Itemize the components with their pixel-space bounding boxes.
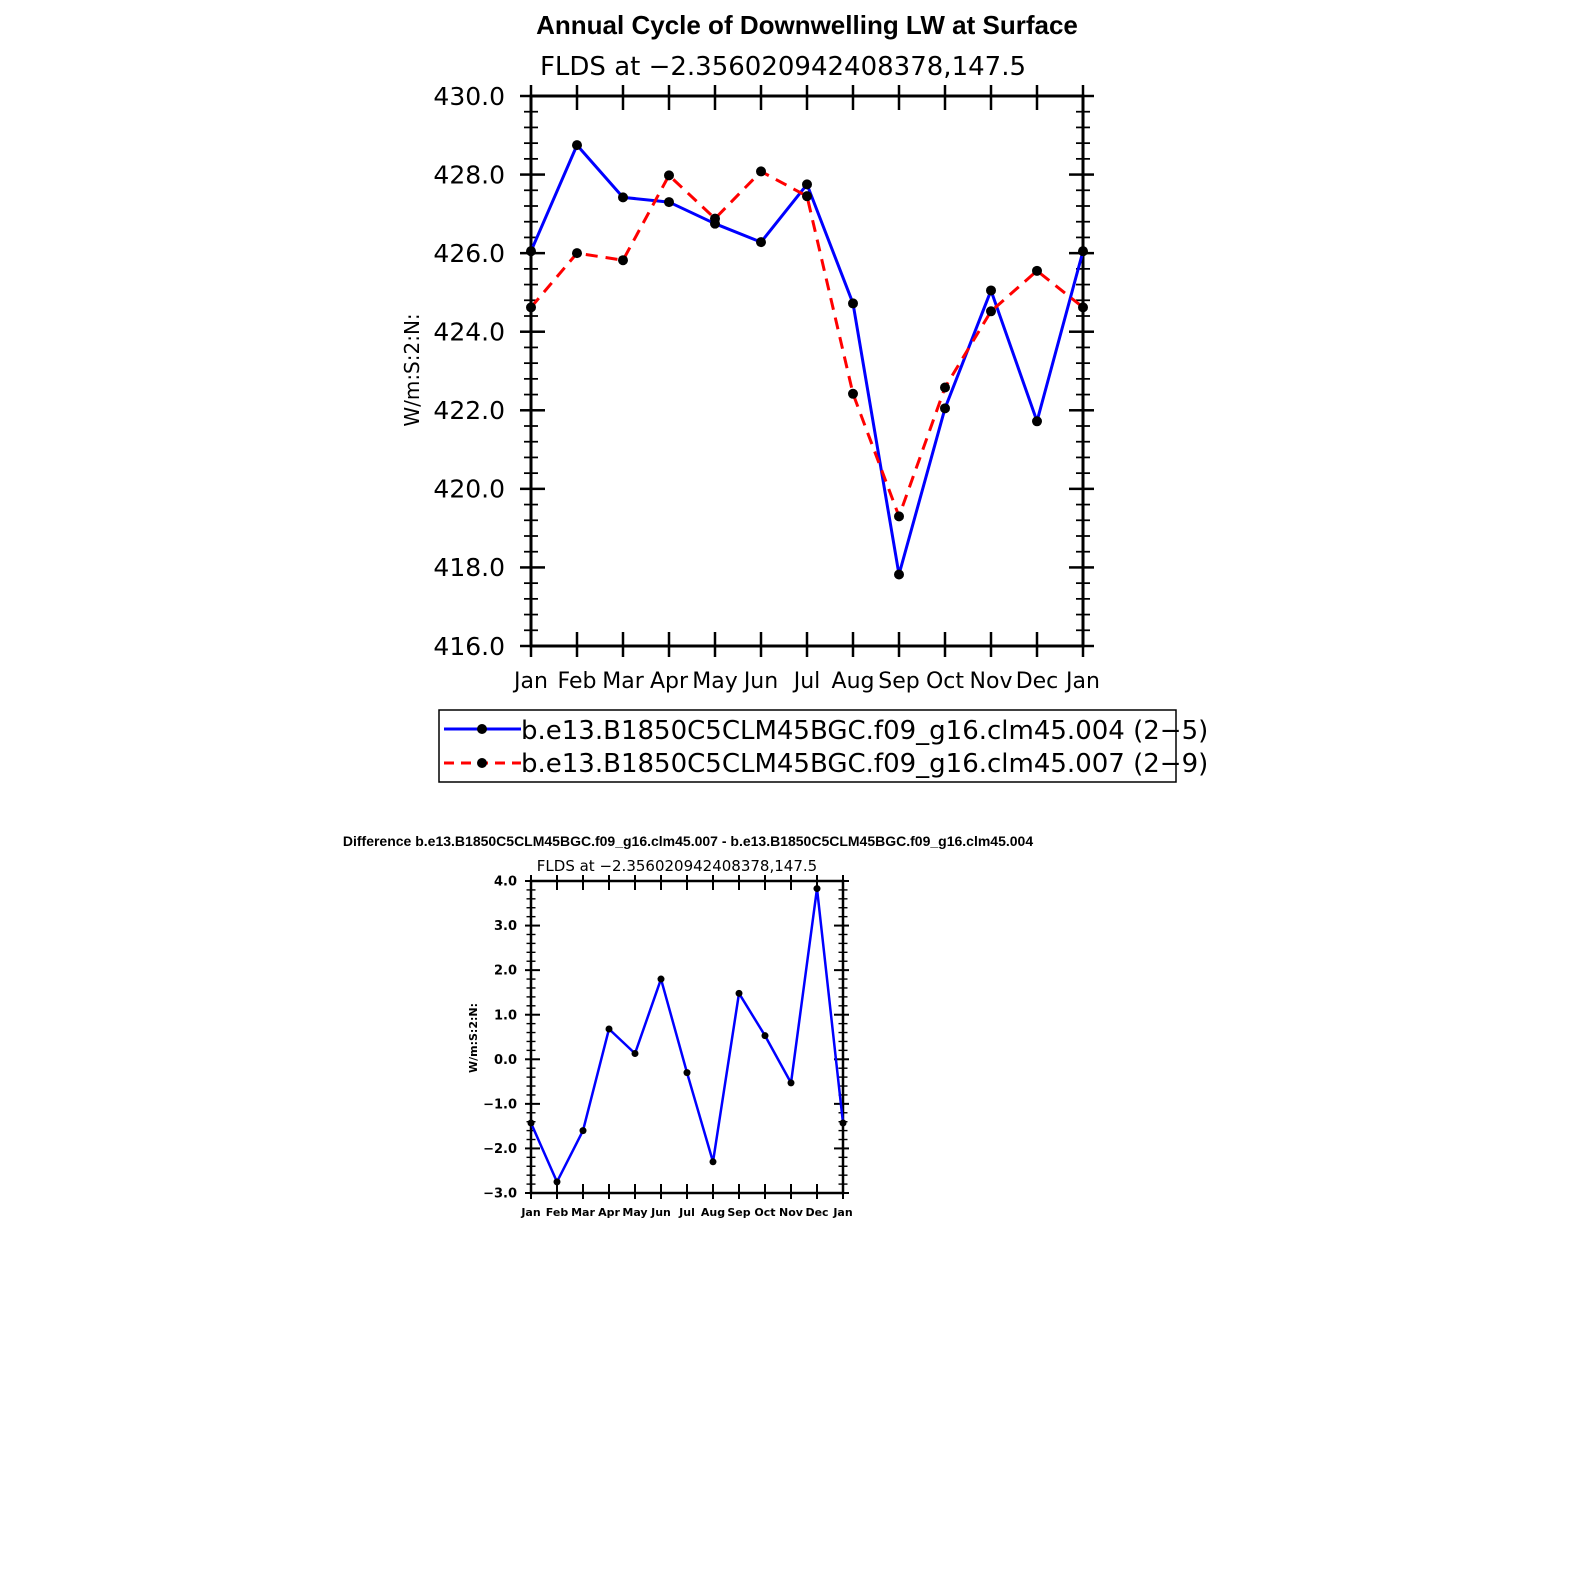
x-tick-label: May xyxy=(692,669,738,694)
series-0-point xyxy=(762,1032,769,1039)
series-1-point xyxy=(710,214,720,224)
series-0-point xyxy=(736,990,743,997)
y-tick-label: 424.0 xyxy=(433,317,505,347)
series-0-point xyxy=(788,1079,795,1086)
x-tick-label: Mar xyxy=(571,1206,595,1219)
x-tick-label: Jun xyxy=(743,669,779,694)
y-tick-label: 2.0 xyxy=(493,963,517,979)
series-1-point xyxy=(1078,302,1088,312)
series-1-point xyxy=(894,511,904,521)
x-tick-label: Jan xyxy=(1066,669,1100,694)
diff-chart-subtitle: FLDS at −2.356020942408378,147.5 xyxy=(536,857,818,875)
series-line-1 xyxy=(531,171,1083,516)
x-tick-label: Sep xyxy=(878,669,920,694)
diff-chart-title: Difference b.e13.B1850C5CLM45BGC.f09_g16.clm45.007 - b.e13.B1850C5CLM45BGC.f09_g16.clm45.004 xyxy=(342,833,1034,849)
difference-chart xyxy=(343,833,1033,1219)
series-1-point xyxy=(618,255,628,265)
x-tick-label: Oct xyxy=(925,669,965,694)
legend-marker-007 xyxy=(477,758,487,768)
series-1-point xyxy=(526,302,536,312)
series-1-point xyxy=(756,166,766,176)
series-0-point xyxy=(580,1127,587,1134)
y-tick-label: 0.0 xyxy=(493,1052,517,1068)
series-0-point xyxy=(802,179,812,189)
series-1-point xyxy=(848,389,858,399)
series-0-point xyxy=(606,1025,613,1032)
y-tick-label: 416.0 xyxy=(433,631,505,661)
series-0-point xyxy=(756,237,766,247)
y-tick-label: 1.0 xyxy=(493,1008,517,1024)
x-tick-label: Apr xyxy=(649,669,689,694)
y-tick-label: 4.0 xyxy=(493,874,517,890)
y-tick-label: 3.0 xyxy=(493,919,517,935)
series-0-point xyxy=(664,197,674,207)
series-0-point xyxy=(1032,416,1042,426)
series-0-point xyxy=(632,1050,639,1057)
main-y-axis-label: W/m:S:2:N: xyxy=(400,313,424,427)
series-0-point xyxy=(840,1120,847,1127)
series-0-point xyxy=(528,1120,535,1127)
series-1-point xyxy=(986,306,996,316)
y-tick-label: −2.0 xyxy=(483,1141,517,1157)
x-tick-label: Feb xyxy=(557,669,597,694)
series-0-point xyxy=(894,570,904,580)
legend xyxy=(439,710,1208,782)
series-0-point xyxy=(710,1158,717,1165)
main-plot-frame xyxy=(531,96,1083,646)
series-1-point xyxy=(572,248,582,258)
x-tick-label: Jul xyxy=(679,1206,695,1219)
series-0-point xyxy=(526,246,536,256)
y-tick-label: 422.0 xyxy=(433,396,505,426)
x-tick-label: Dec xyxy=(805,1206,829,1219)
x-tick-label: Jul xyxy=(793,669,821,694)
x-tick-label: Aug xyxy=(831,669,875,694)
series-1-point xyxy=(1032,266,1042,276)
series-0-point xyxy=(814,885,821,892)
series-0-point xyxy=(986,285,996,295)
x-tick-label: Dec xyxy=(1015,669,1059,694)
series-0-point xyxy=(618,192,628,202)
x-tick-label: Apr xyxy=(598,1206,620,1219)
series-0-point xyxy=(554,1178,561,1185)
series-line-0 xyxy=(531,889,843,1182)
series-0-point xyxy=(658,976,665,983)
diff-y-axis-label: W/m:S:2:N: xyxy=(467,1003,480,1073)
y-tick-label: 426.0 xyxy=(433,238,505,268)
y-tick-label: 420.0 xyxy=(433,474,505,504)
x-tick-label: Feb xyxy=(545,1206,569,1219)
y-tick-label: −1.0 xyxy=(483,1097,517,1113)
legend-marker-004 xyxy=(477,724,487,734)
x-tick-label: Jan xyxy=(514,669,548,694)
x-tick-label: Nov xyxy=(779,1206,803,1219)
x-tick-label: Jan xyxy=(833,1206,853,1219)
series-1-point xyxy=(940,383,950,393)
x-tick-label: Oct xyxy=(754,1206,776,1219)
x-tick-label: Aug xyxy=(700,1206,726,1219)
main-axis-ticks xyxy=(520,85,1094,657)
series-0-point xyxy=(572,140,582,150)
x-tick-label: Jan xyxy=(521,1206,541,1219)
series-line-0 xyxy=(531,145,1083,574)
y-tick-label: 430.0 xyxy=(433,81,505,111)
x-tick-label: Sep xyxy=(727,1206,751,1219)
x-tick-label: Jun xyxy=(651,1206,671,1219)
diff-series-group xyxy=(528,885,847,1185)
x-tick-label: May xyxy=(622,1206,648,1219)
annual-cycle-chart xyxy=(400,10,1208,782)
series-1-point xyxy=(664,170,674,180)
main-chart-subtitle: FLDS at −2.356020942408378,147.5 xyxy=(539,52,1027,82)
y-tick-label: −3.0 xyxy=(483,1186,517,1202)
x-tick-label: Mar xyxy=(602,669,644,694)
legend-entry-004: b.e13.B1850C5CLM45BGC.f09_g16.clm45.004 (2−5) xyxy=(521,716,1209,746)
series-0-point xyxy=(848,298,858,308)
series-0-point xyxy=(684,1069,691,1076)
series-1-point xyxy=(802,191,812,201)
y-tick-label: 428.0 xyxy=(433,160,505,190)
x-tick-label: Nov xyxy=(969,669,1013,694)
y-tick-label: 418.0 xyxy=(433,553,505,583)
main-series-group xyxy=(526,140,1088,579)
main-chart-title: Annual Cycle of Downwelling LW at Surface xyxy=(536,10,1078,40)
series-0-point xyxy=(940,403,950,413)
series-0-point xyxy=(1078,246,1088,256)
legend-entry-007: b.e13.B1850C5CLM45BGC.f09_g16.clm45.007 (2−9) xyxy=(521,749,1209,779)
